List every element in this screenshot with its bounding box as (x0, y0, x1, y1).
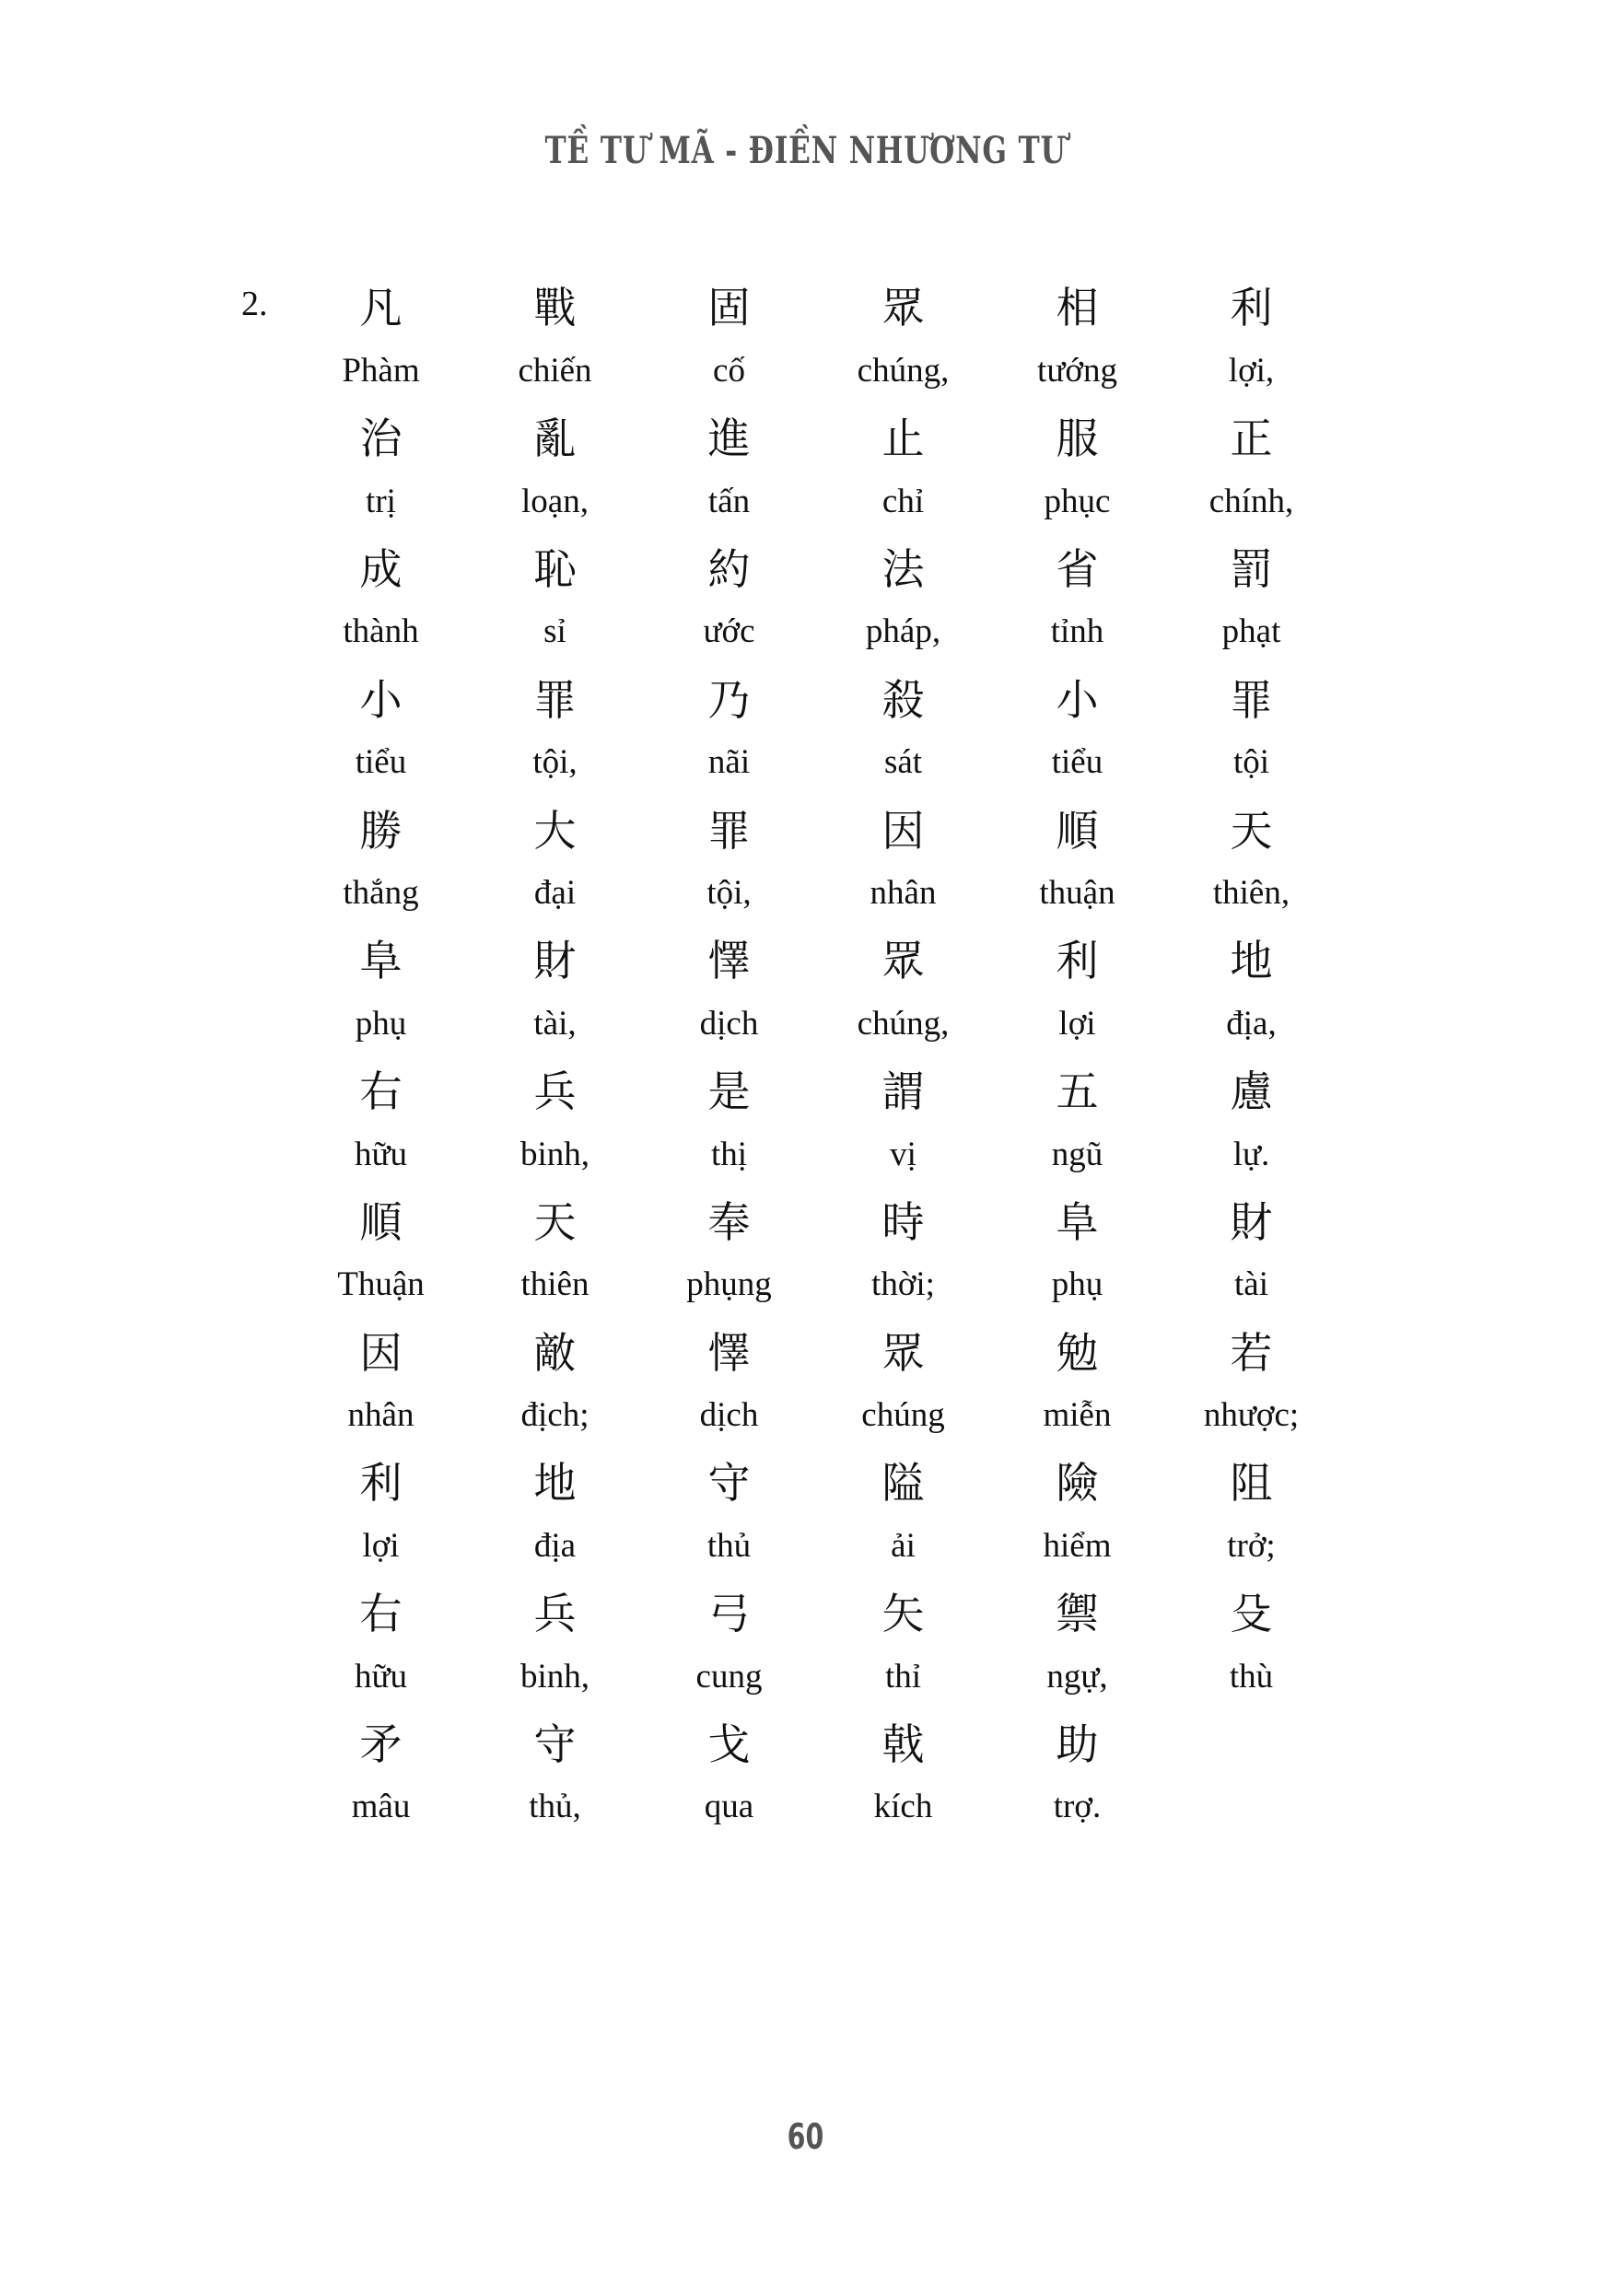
vietnamese-reading: lợi, (1228, 351, 1275, 390)
han-character: 地 (1230, 936, 1273, 986)
han-character: 禦 (1056, 1589, 1099, 1639)
vietnamese-reading: tỉnh (1050, 612, 1104, 651)
vietnamese-reading: phụng (686, 1265, 772, 1304)
vietnamese-reading: hiểm (1043, 1526, 1112, 1565)
vietnamese-reading (1164, 1774, 1338, 1839)
vietnamese-reading: ước (703, 612, 755, 651)
han-character: 敵 (533, 1327, 577, 1378)
vietnamese-reading: tài, (533, 1004, 577, 1043)
vietnamese-reading: tội (1232, 743, 1270, 782)
vietnamese-reading: nhược; (1203, 1396, 1300, 1435)
han-character: 若 (1230, 1327, 1273, 1378)
vietnamese-reading: chiến (518, 351, 592, 390)
vietnamese-reading: ngũ (1051, 1135, 1103, 1173)
han-character: 矛 (359, 1719, 403, 1770)
vietnamese-reading: mâu (351, 1788, 411, 1826)
vietnamese-reading: binh, (519, 1657, 590, 1696)
han-character: 天 (533, 1196, 577, 1247)
vietnamese-reading: sỉ (543, 612, 566, 651)
han-character: 利 (1230, 283, 1273, 333)
han-character: 乃 (707, 674, 751, 725)
vietnamese-reading: chúng, (857, 1004, 950, 1043)
han-character: 正 (1230, 414, 1273, 464)
han-character: 固 (707, 283, 751, 333)
han-character: 地 (533, 1458, 577, 1509)
han-character: 凡 (359, 283, 403, 333)
vietnamese-reading: phụ (1051, 1265, 1103, 1304)
han-character: 懌 (707, 936, 751, 986)
han-character: 慮 (1230, 1066, 1273, 1117)
vietnamese-reading: trị (366, 482, 396, 520)
han-character: 戈 (707, 1719, 751, 1770)
vietnamese-reading: thủ, (529, 1788, 581, 1826)
han-character: 罪 (707, 805, 751, 856)
han-character: 利 (359, 1458, 403, 1509)
vietnamese-reading: dịch (699, 1004, 759, 1043)
han-character: 右 (359, 1066, 403, 1117)
han-character: 眾 (881, 283, 925, 333)
vietnamese-reading: Phàm (342, 351, 420, 390)
vietnamese-reading: sát (883, 743, 923, 782)
vietnamese-reading: vị (890, 1135, 916, 1173)
han-character: 因 (881, 805, 925, 856)
vietnamese-reading: chúng, (857, 351, 950, 390)
vietnamese-reading: thuận (1039, 873, 1115, 912)
han-character: 罪 (533, 674, 577, 725)
han-character: 法 (881, 544, 925, 594)
vietnamese-reading: cố (713, 351, 745, 390)
running-header: TỀ TƯ MÃ - ĐIỀN NHƯƠNG TƯ (544, 129, 1067, 172)
vietnamese-reading: đại (533, 873, 577, 912)
vietnamese-reading: địa (533, 1526, 577, 1565)
han-character: 阜 (1056, 1196, 1099, 1247)
han-character: 五 (1056, 1066, 1099, 1117)
han-character: 殺 (881, 674, 925, 725)
vietnamese-reading: tiểu (1051, 743, 1103, 782)
vietnamese-reading: nãi (707, 743, 751, 782)
han-character: 小 (1056, 674, 1099, 725)
vietnamese-reading: loạn, (521, 482, 589, 520)
han-character: 小 (359, 674, 403, 725)
vietnamese-reading: trợ. (1053, 1788, 1102, 1826)
han-character: 時 (881, 1196, 925, 1247)
han-character: 順 (1056, 805, 1099, 856)
han-character: 眾 (881, 1327, 925, 1378)
han-character: 天 (1230, 805, 1273, 856)
vietnamese-reading: nhân (870, 873, 937, 912)
han-character: 財 (1230, 1196, 1273, 1247)
vietnamese-reading: chính, (1208, 482, 1294, 520)
han-character: 大 (533, 805, 577, 856)
han-character: 亂 (533, 414, 577, 464)
vietnamese-reading: tội, (706, 873, 752, 912)
vietnamese-reading: phục (1044, 482, 1111, 520)
han-character: 恥 (533, 544, 577, 594)
han-character: 止 (881, 414, 925, 464)
vietnamese-reading: binh, (519, 1135, 590, 1173)
vietnamese-reading: chỉ (881, 482, 925, 520)
page-number: 60 (787, 2116, 824, 2157)
han-character: 戰 (533, 283, 577, 333)
vietnamese-reading: thành (343, 612, 419, 651)
vietnamese-reading: thị (710, 1135, 748, 1173)
vietnamese-reading: pháp, (865, 612, 941, 651)
vietnamese-reading: lự. (1232, 1135, 1270, 1173)
han-character (1164, 1709, 1338, 1775)
vietnamese-reading: thiên (520, 1265, 590, 1304)
han-character: 矢 (881, 1589, 925, 1639)
vietnamese-reading: ải (891, 1526, 916, 1565)
han-character: 財 (533, 936, 577, 986)
vietnamese-reading: tài (1234, 1265, 1268, 1304)
vietnamese-reading: Thuận (337, 1265, 425, 1304)
vietnamese-reading: tấn (707, 482, 751, 520)
vietnamese-reading: cung (695, 1657, 763, 1696)
han-character: 罪 (1230, 674, 1273, 725)
vietnamese-reading: địa, (1226, 1004, 1277, 1043)
han-character: 進 (707, 414, 751, 464)
han-character: 服 (1056, 414, 1099, 464)
han-character: 右 (359, 1589, 403, 1639)
han-character: 戟 (881, 1719, 925, 1770)
vietnamese-reading: qua (704, 1788, 754, 1826)
han-character: 勝 (359, 805, 403, 856)
han-character: 奉 (707, 1196, 751, 1247)
han-character: 隘 (881, 1458, 925, 1509)
vietnamese-reading: ngự, (1046, 1657, 1108, 1696)
vietnamese-reading: hữu (354, 1657, 408, 1696)
vietnamese-reading: thỉ (884, 1657, 922, 1696)
han-character: 眾 (881, 936, 925, 986)
han-character: 阻 (1230, 1458, 1273, 1509)
vietnamese-reading: thù (1229, 1657, 1274, 1696)
han-character: 兵 (533, 1066, 577, 1117)
han-character: 省 (1056, 544, 1099, 594)
vietnamese-reading: lợi (362, 1526, 400, 1565)
han-character: 兵 (533, 1589, 577, 1639)
vietnamese-reading: kích (873, 1788, 933, 1826)
vietnamese-reading: nhân (347, 1396, 414, 1435)
vietnamese-reading: thủ (706, 1526, 752, 1565)
han-character: 阜 (359, 936, 403, 986)
vietnamese-reading: địch; (520, 1396, 590, 1435)
vietnamese-reading: lợi (1058, 1004, 1096, 1043)
han-character: 約 (707, 544, 751, 594)
han-character: 守 (707, 1458, 751, 1509)
vietnamese-reading: dịch (699, 1396, 759, 1435)
han-character: 因 (359, 1327, 403, 1378)
han-character: 弓 (707, 1589, 751, 1639)
vietnamese-reading: trở; (1227, 1526, 1276, 1565)
han-character: 勉 (1056, 1327, 1099, 1378)
vietnamese-reading: phụ (355, 1004, 407, 1043)
section-number: 2. (241, 285, 268, 323)
vietnamese-reading: tướng (1037, 351, 1117, 390)
han-character: 罰 (1230, 544, 1273, 594)
han-character: 助 (1056, 1719, 1099, 1770)
vietnamese-reading: hữu (354, 1135, 408, 1173)
han-character: 相 (1056, 283, 1099, 333)
han-character: 謂 (881, 1066, 925, 1117)
vietnamese-reading: chúng (861, 1396, 945, 1435)
vietnamese-reading: thắng (343, 873, 419, 912)
han-character: 險 (1056, 1458, 1099, 1509)
vietnamese-reading: miễn (1043, 1396, 1112, 1435)
han-character: 殳 (1230, 1589, 1273, 1639)
han-character: 治 (359, 414, 403, 464)
han-character: 成 (359, 544, 403, 594)
vietnamese-reading: phạt (1221, 612, 1281, 651)
han-character: 是 (707, 1066, 751, 1117)
vietnamese-reading: thời; (871, 1265, 935, 1304)
text-grid (294, 273, 1338, 1839)
han-character: 守 (533, 1719, 577, 1770)
vietnamese-reading: tội, (532, 743, 578, 782)
han-character: 懌 (707, 1327, 751, 1378)
vietnamese-reading: tiểu (355, 743, 407, 782)
han-character: 利 (1056, 936, 1099, 986)
han-character: 順 (359, 1196, 403, 1247)
vietnamese-reading: thiên, (1212, 873, 1290, 912)
